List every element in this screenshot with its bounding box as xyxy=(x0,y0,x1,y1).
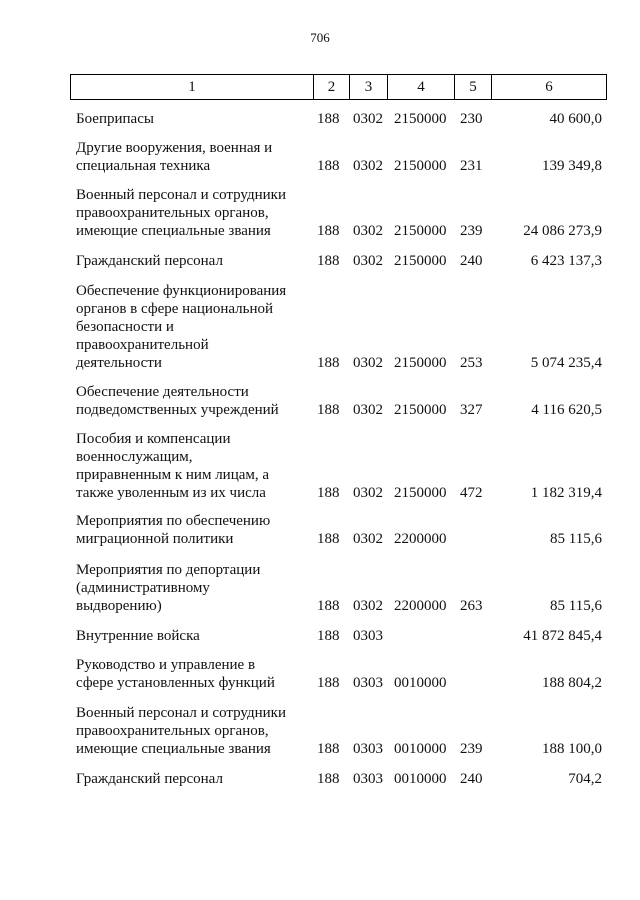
cell-c6: 41 872 845,4 xyxy=(523,628,602,644)
cell-c4: 2150000 xyxy=(394,111,447,127)
cell-c2: 188 xyxy=(317,628,340,644)
cell-c3: 0302 xyxy=(353,111,383,127)
row-name-line: имеющие специальные звания xyxy=(76,223,271,239)
cell-c5: 239 xyxy=(460,223,483,239)
row-name xyxy=(76,561,304,615)
page-number: 706 xyxy=(310,30,330,45)
cell-c4: 2150000 xyxy=(394,223,447,239)
row-name-line: приравненным к ним лицам, а xyxy=(76,467,270,483)
row-name xyxy=(76,282,304,372)
cell-c2: 188 xyxy=(317,402,340,418)
cell-c3: 0302 xyxy=(353,223,383,239)
cell-c2: 188 xyxy=(317,771,340,787)
header-col-6: 6 xyxy=(491,75,606,99)
cell-c6: 5 074 235,4 xyxy=(530,355,602,371)
table-row xyxy=(0,704,640,758)
row-name xyxy=(76,186,304,240)
cell-c4: 2150000 xyxy=(394,253,447,269)
cell-c5: 239 xyxy=(460,741,483,757)
row-name-line: имеющие специальные звания xyxy=(76,741,271,757)
row-name-line: Мероприятия по депортации xyxy=(76,562,261,578)
table-row xyxy=(0,430,640,502)
table-row xyxy=(0,770,640,788)
cell-c2: 188 xyxy=(317,598,340,614)
cell-c4: 2150000 xyxy=(394,485,447,501)
table-row xyxy=(0,627,640,645)
row-name xyxy=(76,656,304,692)
cell-c6: 6 423 137,3 xyxy=(530,253,602,269)
cell-c2: 188 xyxy=(317,253,340,269)
table-row xyxy=(0,252,640,270)
cell-c4: 2200000 xyxy=(394,531,447,547)
row-name-line: правоохранительной xyxy=(76,337,209,353)
row-name-line: Военный персонал и сотрудники xyxy=(76,187,286,203)
row-name-line: органов в сфере национальной xyxy=(76,301,274,317)
cell-c2: 188 xyxy=(317,675,340,691)
row-name-line: деятельности xyxy=(76,355,162,371)
table-row xyxy=(0,186,640,240)
row-name-line: Военный персонал и сотрудники xyxy=(76,705,286,721)
cell-c4: 2150000 xyxy=(394,355,447,371)
cell-c4: 2200000 xyxy=(394,598,447,614)
cell-c3: 0303 xyxy=(353,628,383,644)
row-name-line: Другие вооружения, военная и xyxy=(76,140,273,156)
row-name xyxy=(76,139,304,175)
cell-c3: 0302 xyxy=(353,158,383,174)
table-row xyxy=(0,282,640,372)
cell-c5: 263 xyxy=(460,598,483,614)
row-name-line: сфере установленных функций xyxy=(76,675,275,691)
row-name-line: также уволенным из их числа xyxy=(76,485,266,501)
table-header xyxy=(70,74,607,100)
cell-c6: 139 349,8 xyxy=(542,158,602,174)
row-name-line: Мероприятия по обеспечению xyxy=(76,513,271,529)
row-name-line: Пособия и компенсации xyxy=(76,431,231,447)
cell-c6: 4 116 620,5 xyxy=(531,402,602,418)
table-row xyxy=(0,656,640,692)
table-row xyxy=(0,139,640,175)
cell-c5: 231 xyxy=(460,158,483,174)
cell-c4: 2150000 xyxy=(394,402,447,418)
cell-c4: 2150000 xyxy=(394,158,447,174)
cell-c2: 188 xyxy=(317,223,340,239)
row-name-line: правоохранительных органов, xyxy=(76,723,269,739)
cell-c2: 188 xyxy=(317,741,340,757)
header-col-5: 5 xyxy=(454,75,491,99)
row-name xyxy=(76,704,304,758)
table-row xyxy=(0,512,640,548)
cell-c6: 704,2 xyxy=(568,771,602,787)
cell-c3: 0303 xyxy=(353,771,383,787)
row-name-line: Обеспечение функционирования xyxy=(76,283,287,299)
row-name xyxy=(76,627,304,645)
row-name-line: Обеспечение деятельности xyxy=(76,384,249,400)
table-row xyxy=(0,561,640,615)
cell-c4: 0010000 xyxy=(394,675,447,691)
row-name xyxy=(76,512,304,548)
cell-c6: 85 115,6 xyxy=(550,531,602,547)
cell-c2: 188 xyxy=(317,158,340,174)
cell-c2: 188 xyxy=(317,485,340,501)
cell-c6: 24 086 273,9 xyxy=(523,223,602,239)
cell-c3: 0302 xyxy=(353,355,383,371)
row-name xyxy=(76,252,304,270)
cell-c2: 188 xyxy=(317,355,340,371)
cell-c3: 0302 xyxy=(353,402,383,418)
row-name-line: Боеприпасы xyxy=(76,111,154,127)
row-name-line: выдворению) xyxy=(76,598,162,614)
cell-c6: 85 115,6 xyxy=(550,598,602,614)
cell-c5: 240 xyxy=(460,253,483,269)
cell-c5: 240 xyxy=(460,771,483,787)
cell-c3: 0302 xyxy=(353,253,383,269)
header-col-2: 2 xyxy=(313,75,349,99)
row-name xyxy=(76,383,304,419)
row-name-line: миграционной политики xyxy=(76,531,234,547)
row-name-line: военнослужащим, xyxy=(76,449,193,465)
row-name-line: (административному xyxy=(76,580,210,596)
row-name-line: подведомственных учреждений xyxy=(76,402,279,418)
cell-c5: 472 xyxy=(460,485,483,501)
cell-c3: 0302 xyxy=(353,531,383,547)
row-name-line: Гражданский персонал xyxy=(76,771,223,787)
cell-c3: 0303 xyxy=(353,675,383,691)
row-name-line: безопасности и xyxy=(76,319,174,335)
row-name-line: правоохранительных органов, xyxy=(76,205,269,221)
row-name xyxy=(76,770,304,788)
cell-c6: 40 600,0 xyxy=(549,111,602,127)
row-name-line: специальная техника xyxy=(76,158,211,174)
row-name xyxy=(76,110,304,128)
cell-c6: 188 100,0 xyxy=(542,741,602,757)
table-row xyxy=(0,383,640,419)
row-name xyxy=(76,430,304,502)
cell-c6: 188 804,2 xyxy=(542,675,602,691)
cell-c4: 0010000 xyxy=(394,771,447,787)
cell-c5: 230 xyxy=(460,111,483,127)
header-col-3: 3 xyxy=(349,75,387,99)
cell-c5: 327 xyxy=(460,402,483,418)
cell-c3: 0302 xyxy=(353,485,383,501)
cell-c2: 188 xyxy=(317,111,340,127)
table-row xyxy=(0,110,640,128)
cell-c2: 188 xyxy=(317,531,340,547)
header-col-4: 4 xyxy=(387,75,454,99)
row-name-line: Внутренние войска xyxy=(76,628,200,644)
cell-c3: 0303 xyxy=(353,741,383,757)
row-name-line: Гражданский персонал xyxy=(76,253,223,269)
cell-c3: 0302 xyxy=(353,598,383,614)
row-name-line: Руководство и управление в xyxy=(76,657,256,673)
cell-c5: 253 xyxy=(460,355,483,371)
cell-c4: 0010000 xyxy=(394,741,447,757)
cell-c6: 1 182 319,4 xyxy=(530,485,602,501)
header-col-1: 1 xyxy=(188,79,196,95)
